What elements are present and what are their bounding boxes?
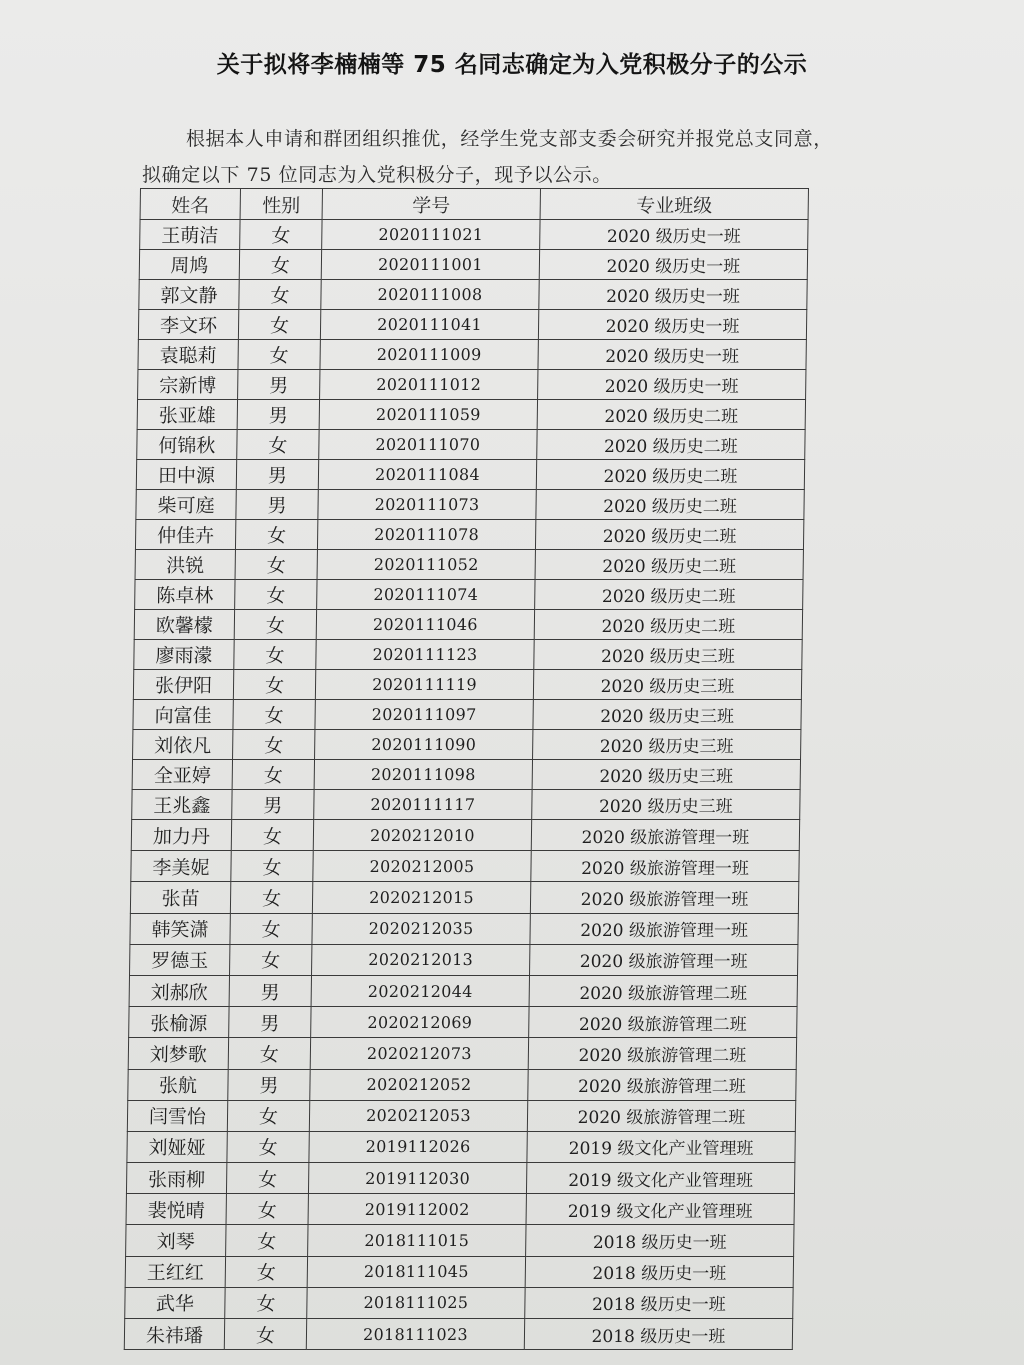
header-class: 专业班级 xyxy=(540,189,808,220)
cell-student-id: 2018111045 xyxy=(307,1256,525,1287)
cell-gender: 女 xyxy=(225,1256,307,1287)
header-name: 姓名 xyxy=(140,189,240,220)
cell-gender: 女 xyxy=(234,610,316,640)
cell-gender: 男 xyxy=(236,460,318,490)
table-row xyxy=(132,790,800,820)
cell-name: 张雨柳 xyxy=(126,1163,226,1194)
cell-gender: 女 xyxy=(234,640,316,670)
table-header-row xyxy=(140,189,808,220)
cell-class: 2020 级历史一班 xyxy=(538,340,806,370)
header-gender: 性别 xyxy=(240,189,322,220)
table-row xyxy=(130,944,798,975)
cell-gender: 男 xyxy=(238,370,320,400)
table-row xyxy=(139,280,807,310)
intro-line-2: 拟确定以下 75 位同志为入党积极分子，现予以公示。 xyxy=(142,164,612,186)
cell-gender: 女 xyxy=(233,670,315,700)
cell-class: 2020 级旅游管理二班 xyxy=(528,1069,796,1100)
cell-name: 欧馨檬 xyxy=(134,610,234,640)
cell-student-id: 2020111012 xyxy=(320,370,538,400)
cell-class: 2018 级历史一班 xyxy=(525,1287,793,1318)
cell-class: 2019 级文化产业管理班 xyxy=(526,1163,794,1194)
cell-class: 2020 级旅游管理二班 xyxy=(527,1100,795,1131)
cell-name: 韩笑潇 xyxy=(130,913,230,944)
cell-student-id: 2019112030 xyxy=(308,1163,526,1194)
cell-gender: 男 xyxy=(232,790,314,820)
cell-student-id: 2020212035 xyxy=(312,913,530,944)
table-row xyxy=(134,640,802,670)
table-row xyxy=(135,550,803,580)
table-row xyxy=(138,370,806,400)
cell-class: 2020 级历史三班 xyxy=(533,670,801,700)
table-row xyxy=(137,400,805,430)
cell-name: 武华 xyxy=(125,1287,225,1318)
document-title: 关于拟将李楠楠等 75 名同志确定为入党积极分子的公示 xyxy=(216,52,808,78)
cell-name: 刘梦歌 xyxy=(128,1038,228,1069)
cell-class: 2018 级历史一班 xyxy=(525,1256,793,1287)
cell-gender: 女 xyxy=(233,700,315,730)
table-row xyxy=(137,430,805,460)
cell-name: 洪锐 xyxy=(135,550,235,580)
cell-student-id: 2020111021 xyxy=(322,220,540,250)
cell-student-id: 2020111074 xyxy=(317,580,535,610)
cell-gender: 女 xyxy=(233,730,315,760)
cell-gender: 女 xyxy=(237,430,319,460)
cell-gender: 女 xyxy=(227,1100,309,1131)
cell-name: 张伊阳 xyxy=(133,670,233,700)
cell-gender: 女 xyxy=(231,820,313,851)
cell-student-id: 2018111025 xyxy=(307,1287,525,1318)
cell-name: 李美妮 xyxy=(131,851,231,882)
table-row xyxy=(126,1194,794,1225)
cell-name: 张亚雄 xyxy=(137,400,237,430)
cell-student-id: 2020111041 xyxy=(320,310,538,340)
table-row xyxy=(136,460,804,490)
table-row xyxy=(130,913,798,944)
cell-class: 2020 级历史三班 xyxy=(534,640,802,670)
cell-student-id: 2020212015 xyxy=(312,882,530,913)
cell-name: 闫雪怡 xyxy=(127,1100,227,1131)
cell-gender: 女 xyxy=(228,1038,310,1069)
cell-class: 2020 级历史一班 xyxy=(538,310,806,340)
cell-class: 2020 级历史二班 xyxy=(537,400,805,430)
cell-name: 陈卓林 xyxy=(135,580,235,610)
cell-gender: 女 xyxy=(238,310,320,340)
cell-name: 李文环 xyxy=(138,310,238,340)
cell-student-id: 2020212013 xyxy=(312,944,530,975)
table-row xyxy=(135,580,803,610)
cell-name: 刘依凡 xyxy=(133,730,233,760)
cell-class: 2019 级文化产业管理班 xyxy=(527,1131,795,1162)
table-row xyxy=(140,220,808,250)
roster-table xyxy=(124,188,809,1350)
cell-student-id: 2020111059 xyxy=(319,400,537,430)
cell-student-id: 2020111001 xyxy=(321,250,539,280)
cell-name: 刘琴 xyxy=(126,1225,226,1256)
cell-student-id: 2020111097 xyxy=(315,700,533,730)
cell-student-id: 2020212052 xyxy=(310,1069,528,1100)
cell-student-id: 2018111015 xyxy=(308,1225,526,1256)
table-row xyxy=(128,1038,796,1069)
header-student-id: 学号 xyxy=(322,189,540,220)
cell-class: 2020 级历史二班 xyxy=(536,490,804,520)
cell-gender: 女 xyxy=(235,550,317,580)
cell-student-id: 2020212073 xyxy=(310,1038,528,1069)
cell-name: 刘郝欣 xyxy=(129,975,229,1006)
table-row xyxy=(124,1319,792,1350)
cell-class: 2020 级历史二班 xyxy=(536,460,804,490)
cell-gender: 女 xyxy=(231,851,313,882)
cell-student-id: 2020111098 xyxy=(314,760,532,790)
cell-class: 2018 级历史一班 xyxy=(526,1225,794,1256)
cell-gender: 男 xyxy=(228,1069,310,1100)
cell-class: 2020 级旅游管理二班 xyxy=(528,1038,796,1069)
cell-class: 2020 级旅游管理一班 xyxy=(530,944,798,975)
cell-name: 王萌洁 xyxy=(140,220,240,250)
table-row xyxy=(126,1225,794,1256)
cell-class: 2020 级旅游管理一班 xyxy=(531,820,799,851)
cell-gender: 女 xyxy=(230,944,312,975)
cell-class: 2020 级历史二班 xyxy=(534,610,802,640)
cell-student-id: 2020111119 xyxy=(315,670,533,700)
cell-student-id: 2020111073 xyxy=(318,490,536,520)
cell-student-id: 2020111084 xyxy=(318,460,536,490)
table-row xyxy=(139,250,807,280)
table-row xyxy=(133,730,801,760)
cell-class: 2020 级历史三班 xyxy=(532,760,800,790)
cell-name: 张苗 xyxy=(130,882,230,913)
table-row xyxy=(133,670,801,700)
cell-name: 柴可庭 xyxy=(136,490,236,520)
cell-class: 2020 级历史一班 xyxy=(538,370,806,400)
table-row xyxy=(138,340,806,370)
cell-name: 田中源 xyxy=(136,460,236,490)
table-row xyxy=(129,1007,797,1038)
cell-gender: 男 xyxy=(229,975,311,1006)
cell-class: 2020 级历史三班 xyxy=(532,790,800,820)
cell-student-id: 2020111009 xyxy=(320,340,538,370)
table-row xyxy=(131,820,799,851)
cell-student-id: 2020111052 xyxy=(317,550,535,580)
cell-student-id: 2020111078 xyxy=(317,520,535,550)
cell-name: 朱祎璠 xyxy=(124,1319,224,1350)
cell-student-id: 2020111123 xyxy=(316,640,534,670)
cell-name: 王兆鑫 xyxy=(132,790,232,820)
cell-name: 裴悦晴 xyxy=(126,1194,226,1225)
cell-name: 罗德玉 xyxy=(130,944,230,975)
table-body xyxy=(124,220,808,1350)
cell-class: 2020 级历史二班 xyxy=(535,580,803,610)
cell-name: 刘娅娅 xyxy=(127,1131,227,1162)
intro-line-1: 根据本人申请和群团组织推优，经学生党支部支委会研究并报党总支同意， xyxy=(186,128,833,150)
cell-student-id: 2020111117 xyxy=(314,790,532,820)
cell-class: 2020 级历史一班 xyxy=(539,250,807,280)
cell-student-id: 2020111090 xyxy=(315,730,533,760)
cell-gender: 女 xyxy=(224,1319,306,1350)
cell-name: 全亚婷 xyxy=(132,760,232,790)
cell-student-id: 2020212010 xyxy=(313,820,531,851)
cell-name: 宗新博 xyxy=(138,370,238,400)
cell-class: 2020 级历史二班 xyxy=(535,550,803,580)
cell-gender: 女 xyxy=(235,520,317,550)
table-row xyxy=(127,1100,795,1131)
cell-gender: 女 xyxy=(239,280,321,310)
cell-name: 王红红 xyxy=(125,1256,225,1287)
table-row xyxy=(130,882,798,913)
cell-gender: 女 xyxy=(225,1287,307,1318)
cell-student-id: 2019112026 xyxy=(309,1131,527,1162)
table-row xyxy=(129,975,797,1006)
cell-name: 何锦秋 xyxy=(137,430,237,460)
cell-name: 廖雨濛 xyxy=(134,640,234,670)
cell-gender: 女 xyxy=(230,882,312,913)
cell-student-id: 2018111023 xyxy=(306,1319,524,1350)
table-row xyxy=(125,1256,793,1287)
table-row xyxy=(138,310,806,340)
cell-gender: 女 xyxy=(235,580,317,610)
cell-gender: 男 xyxy=(237,400,319,430)
cell-class: 2020 级历史三班 xyxy=(533,700,801,730)
cell-class: 2019 级文化产业管理班 xyxy=(526,1194,794,1225)
cell-gender: 女 xyxy=(238,340,320,370)
cell-gender: 女 xyxy=(232,760,314,790)
cell-class: 2020 级历史二班 xyxy=(535,520,803,550)
cell-student-id: 2019112002 xyxy=(308,1194,526,1225)
cell-class: 2020 级旅游管理二班 xyxy=(529,1007,797,1038)
cell-name: 加力丹 xyxy=(131,820,231,851)
cell-name: 向富佳 xyxy=(133,700,233,730)
cell-student-id: 2020212053 xyxy=(309,1100,527,1131)
table-row xyxy=(132,760,800,790)
cell-name: 周鸠 xyxy=(139,250,239,280)
cell-class: 2020 级旅游管理一班 xyxy=(531,851,799,882)
table-row xyxy=(135,520,803,550)
cell-gender: 女 xyxy=(240,220,322,250)
cell-student-id: 2020111070 xyxy=(319,430,537,460)
table-row xyxy=(136,490,804,520)
cell-class: 2020 级旅游管理二班 xyxy=(529,975,797,1006)
table-row xyxy=(133,700,801,730)
cell-student-id: 2020111046 xyxy=(316,610,534,640)
cell-student-id: 2020111008 xyxy=(321,280,539,310)
table-row xyxy=(128,1069,796,1100)
table-row xyxy=(127,1131,795,1162)
cell-class: 2020 级旅游管理一班 xyxy=(530,913,798,944)
cell-student-id: 2020212005 xyxy=(313,851,531,882)
cell-name: 仲佳卉 xyxy=(135,520,235,550)
cell-gender: 女 xyxy=(226,1194,308,1225)
cell-student-id: 2020212044 xyxy=(311,975,529,1006)
cell-class: 2018 级历史一班 xyxy=(524,1319,792,1350)
cell-gender: 女 xyxy=(230,913,312,944)
roster-table-wrapper xyxy=(124,188,808,1350)
cell-class: 2020 级历史二班 xyxy=(537,430,805,460)
cell-gender: 女 xyxy=(226,1225,308,1256)
cell-name: 袁聪莉 xyxy=(138,340,238,370)
cell-name: 郭文静 xyxy=(139,280,239,310)
cell-gender: 女 xyxy=(239,250,321,280)
table-row xyxy=(126,1163,794,1194)
table-row xyxy=(131,851,799,882)
cell-class: 2020 级历史一班 xyxy=(539,280,807,310)
cell-gender: 男 xyxy=(229,1007,311,1038)
cell-name: 张榆源 xyxy=(129,1007,229,1038)
table-row xyxy=(134,610,802,640)
cell-gender: 女 xyxy=(226,1163,308,1194)
cell-gender: 男 xyxy=(236,490,318,520)
cell-class: 2020 级历史三班 xyxy=(533,730,801,760)
table-row xyxy=(125,1287,793,1318)
cell-student-id: 2020212069 xyxy=(311,1007,529,1038)
cell-class: 2020 级历史一班 xyxy=(540,220,808,250)
cell-class: 2020 级旅游管理一班 xyxy=(530,882,798,913)
cell-name: 张航 xyxy=(128,1069,228,1100)
cell-gender: 女 xyxy=(227,1131,309,1162)
